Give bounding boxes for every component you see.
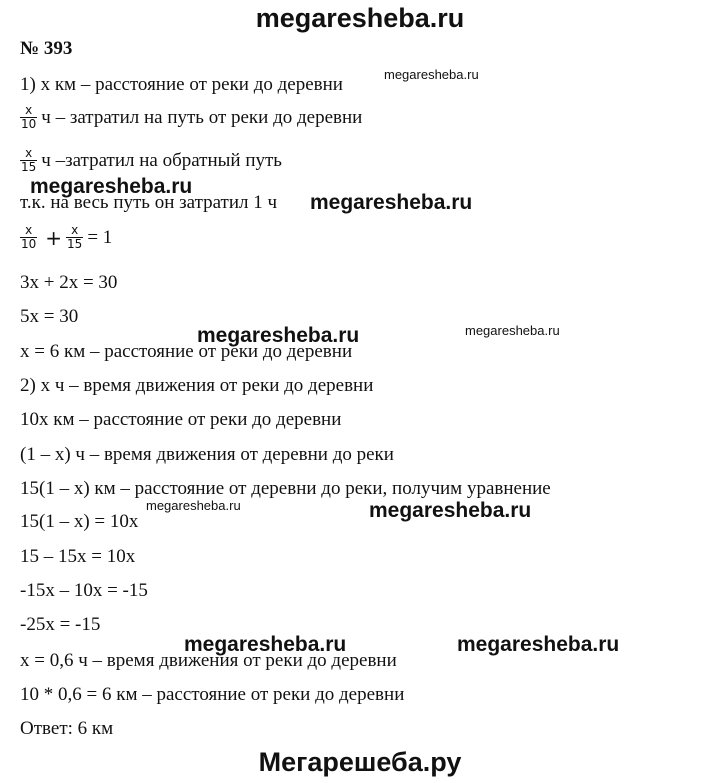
equation-line <box>20 224 112 251</box>
watermark: megaresheba.ru <box>369 499 532 522</box>
solution-line-13: 15(1 – x) = 10x <box>20 511 139 532</box>
site-footer: Мегарешеба.ру <box>258 747 462 777</box>
solution-line-12: 15(1 – x) км – расстояние от деревни до реки, получим уравнение <box>20 478 551 499</box>
watermark: megaresheba.ru <box>310 191 473 214</box>
solution-line-18: 10 * 0,6 = 6 км – расстояние от реки до деревни <box>20 684 405 705</box>
site-header: megaresheba.ru <box>255 3 465 33</box>
problem-number: № 393 <box>20 38 73 59</box>
plus-operator: + <box>45 225 63 250</box>
solution-line-6: 3x + 2x = 30 <box>20 272 118 293</box>
fraction-line-text: ч –затратил на обратный путь <box>41 149 282 171</box>
solution-line-17: x = 0,6 ч – время движения от реки до деревни <box>20 650 397 671</box>
fraction: $\frac{x}{10}$ <box>21 223 37 251</box>
watermark: megaresheba.ru <box>457 633 620 656</box>
watermark: megaresheba.ru <box>146 498 241 513</box>
answer-line: Ответ: 6 км <box>20 718 114 739</box>
solution-line-11: (1 – x) ч – время движения от деревни до реки <box>20 444 394 465</box>
fraction-line-text: ч – затратил на путь от реки до деревни <box>41 106 363 128</box>
solution-line-8: x = 6 км – расстояние от реки до деревни <box>20 341 353 362</box>
solution-line-10: 10x км – расстояние от реки до деревни <box>20 409 342 430</box>
fraction: $\frac{x}{15}$ <box>21 146 37 174</box>
watermark: megaresheba.ru <box>384 67 479 82</box>
solution-line-7: 5x = 30 <box>20 306 79 327</box>
solution-line-fraction-2 <box>20 147 282 174</box>
solution-line-4: т.к. на весь путь он затратил 1 ч <box>20 192 278 213</box>
solution-line-15: -15x – 10x = -15 <box>20 580 148 601</box>
watermark: megaresheba.ru <box>30 175 193 198</box>
equation-rhs: = 1 <box>87 226 113 248</box>
solution-line-14: 15 – 15x = 10x <box>20 546 136 567</box>
watermark: megaresheba.ru <box>197 324 360 347</box>
fraction: $\frac{x}{10}$ <box>21 103 37 131</box>
watermark: megaresheba.ru <box>184 633 347 656</box>
solution-line-1: 1) x км – расстояние от реки до деревни <box>20 74 343 95</box>
solution-line-9: 2) x ч – время движения от реки до деревни <box>20 375 374 396</box>
fraction: $\frac{x}{15}$ <box>67 223 83 251</box>
solution-line-16: -25x = -15 <box>20 614 101 635</box>
solution-line-fraction-1 <box>20 104 362 131</box>
watermark: megaresheba.ru <box>465 323 560 338</box>
